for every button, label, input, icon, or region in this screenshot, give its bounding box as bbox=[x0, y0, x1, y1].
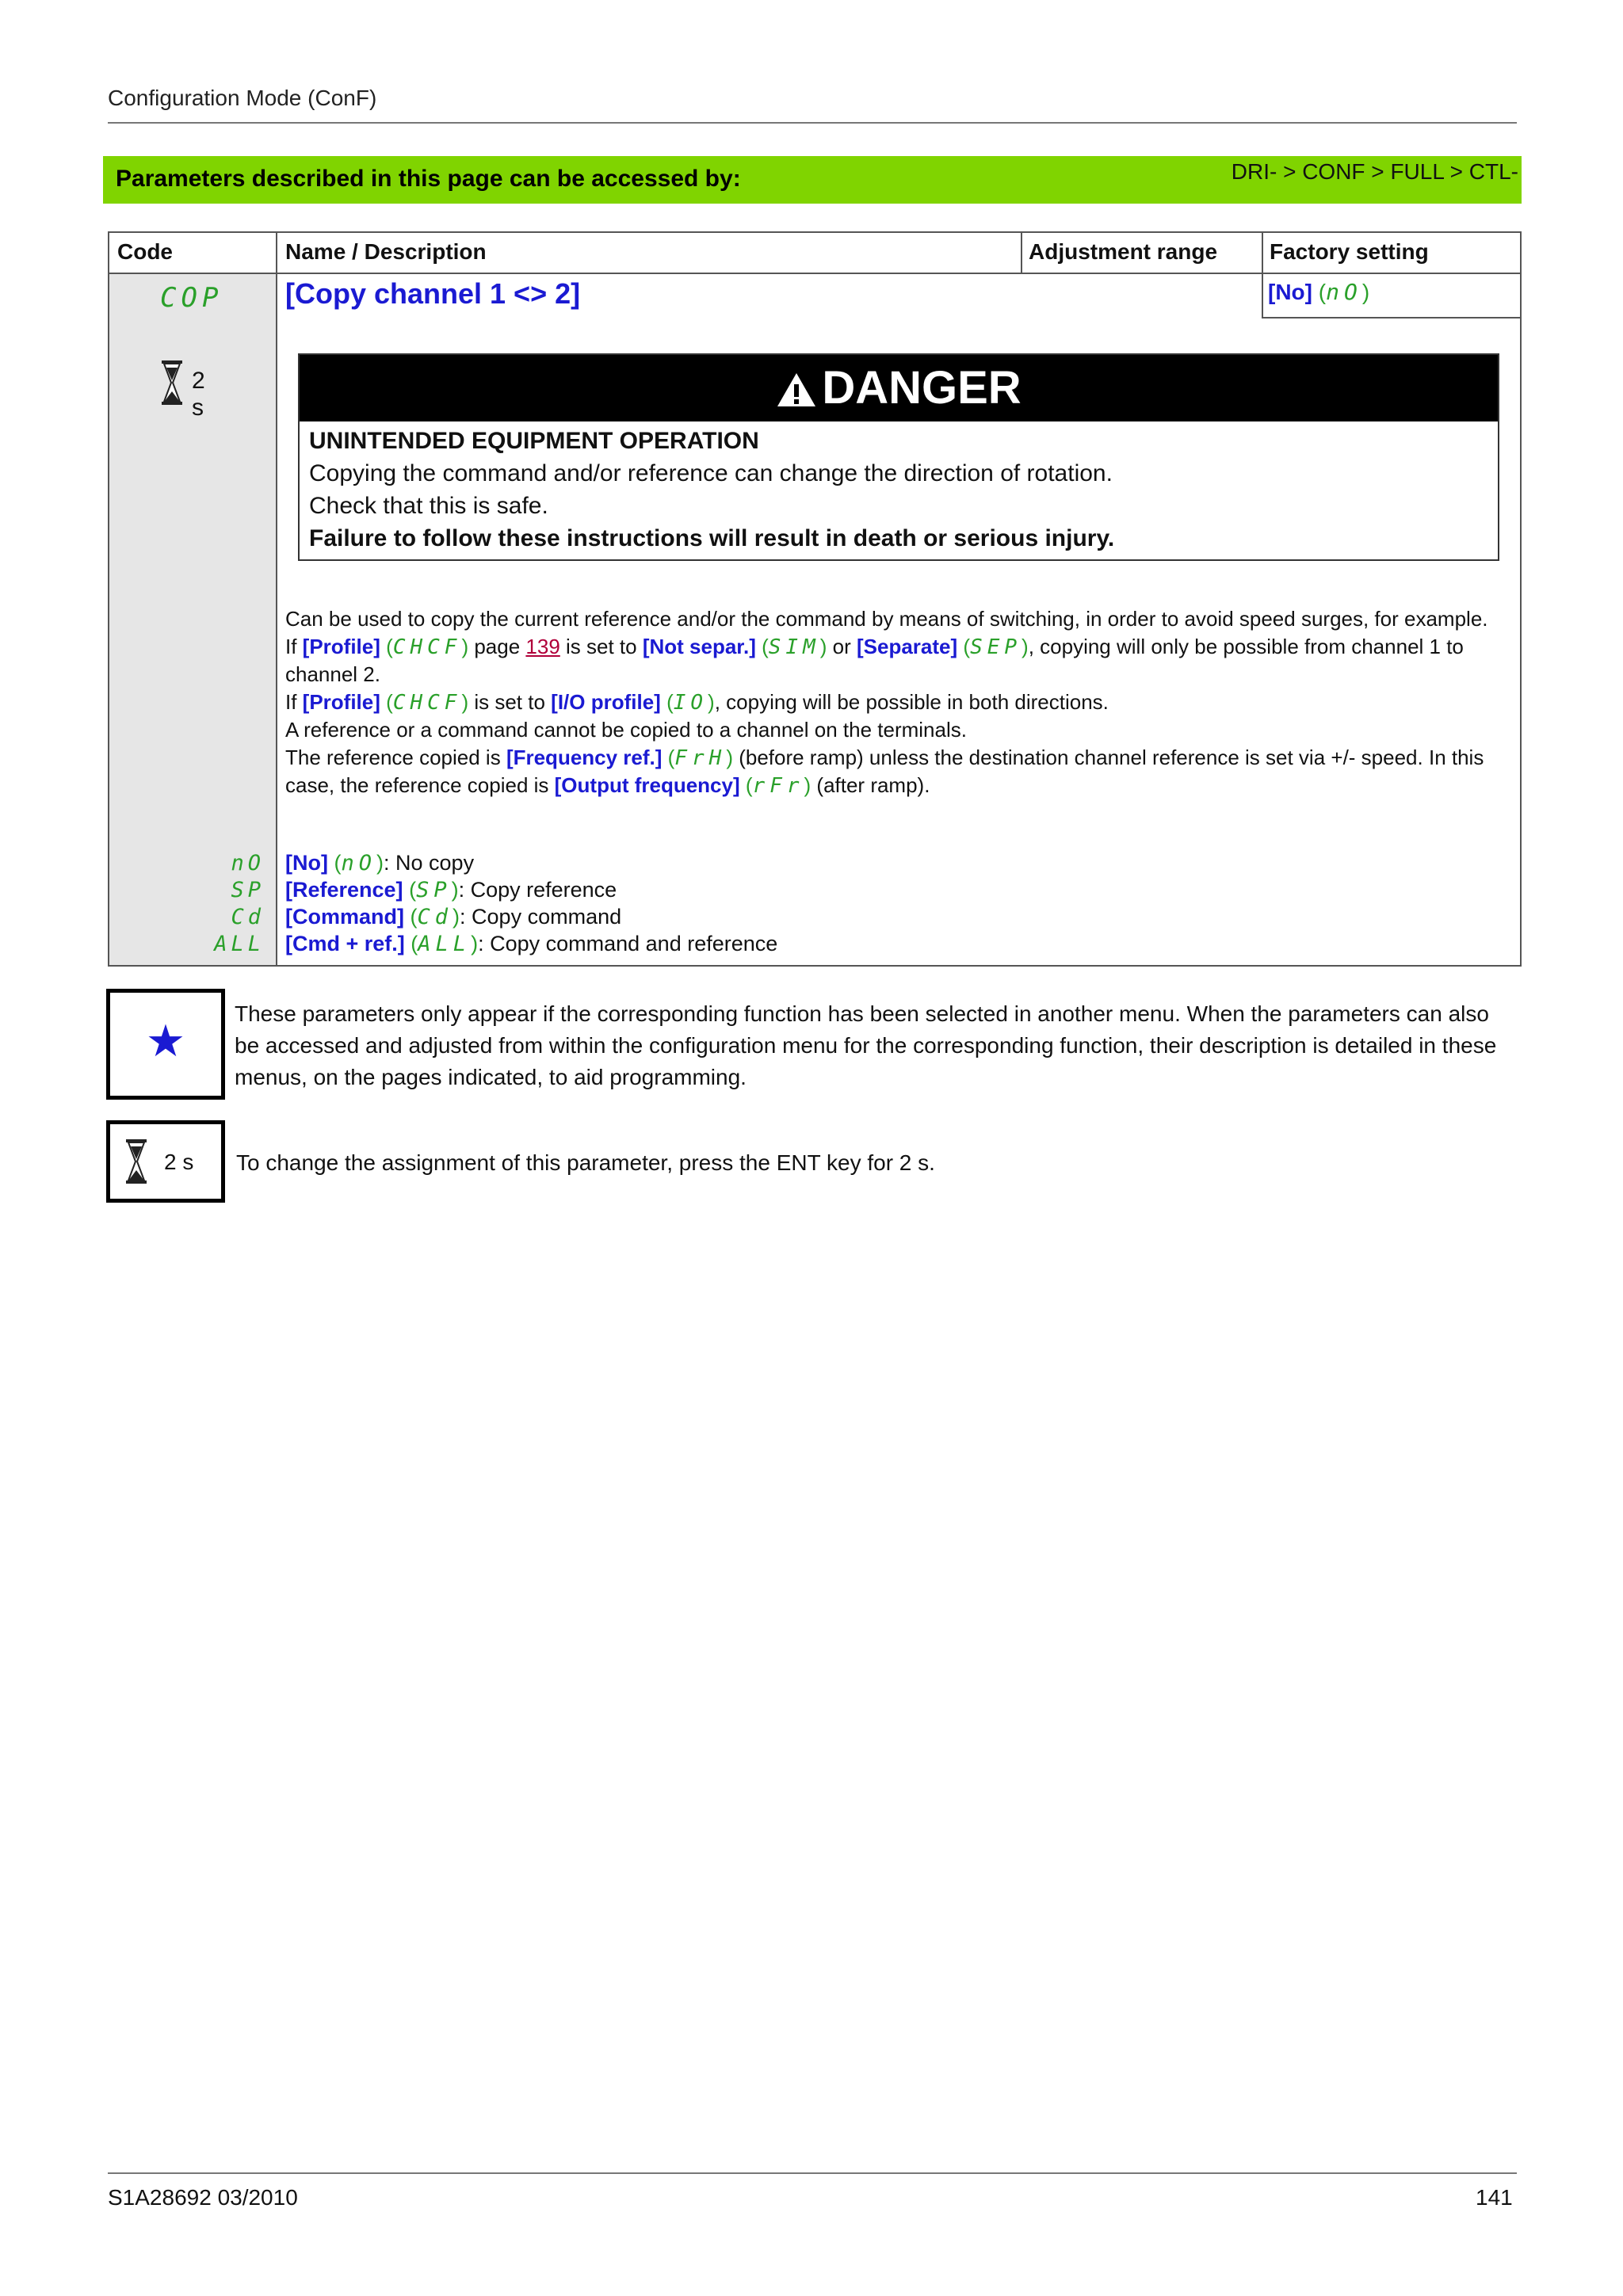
page-number: 141 bbox=[1476, 2185, 1513, 2210]
text-fragment: , copying will be possible in both directions. bbox=[714, 689, 1109, 714]
option-row bbox=[285, 878, 617, 902]
code-wrap: (rFr) bbox=[745, 773, 812, 798]
parameter-code: COP bbox=[160, 282, 223, 314]
column-divider bbox=[1021, 233, 1022, 274]
header-name: Name / Description bbox=[285, 239, 487, 264]
option-row bbox=[285, 851, 474, 875]
timer-note-text: To change the assignment of this parameter, press the ENT key for 2 s. bbox=[236, 1150, 935, 1175]
text-fragment: (after ramp). bbox=[811, 773, 930, 797]
access-path: DRI- > CONF > FULL > CTL- bbox=[1231, 159, 1518, 184]
text-fragment: If bbox=[285, 689, 303, 714]
io-profile-ref: [I/O profile] bbox=[551, 689, 661, 714]
code-wrap: (FrH) bbox=[667, 745, 733, 770]
text-fragment: is set to bbox=[559, 634, 643, 658]
separate-code: SEP bbox=[970, 635, 1022, 659]
code-wrap: (SIM) bbox=[762, 634, 827, 659]
not-separ-ref: [Not separ.] bbox=[642, 634, 756, 658]
text-fragment: page bbox=[468, 634, 526, 658]
io-profile-code: IO bbox=[673, 690, 708, 715]
danger-header bbox=[300, 355, 1498, 421]
access-bar bbox=[103, 156, 1522, 204]
not-separ-code: SIM bbox=[768, 635, 820, 659]
warning-triangle-icon bbox=[776, 372, 817, 408]
factory-setting-code-wrap: (nO) bbox=[1318, 279, 1370, 305]
description-paragraph bbox=[285, 688, 1515, 717]
star-note-text: These parameters only appear if the corresponding function has been selected in another menu. When the parameters can also be accessed and adjusted from within the configuration menu for the corresponding function, their description is detailed in these menus, on the pages indicated, to aid programming. bbox=[235, 1001, 1497, 1089]
code-wrap: (CHCF) bbox=[386, 689, 469, 715]
header-rule bbox=[108, 122, 1517, 124]
factory-setting-name: [No] bbox=[1268, 280, 1312, 304]
code-wrap: (CHCF) bbox=[386, 634, 469, 659]
option-code: Cd bbox=[231, 905, 265, 929]
factory-setting-cell bbox=[1262, 274, 1520, 318]
option-description: : Copy command and reference bbox=[478, 932, 778, 955]
factory-setting-value bbox=[1268, 279, 1369, 305]
option-name: [No] bbox=[285, 851, 328, 875]
danger-box bbox=[298, 353, 1499, 561]
output-frequency-ref: [Output frequency] bbox=[554, 773, 740, 797]
text-fragment: If bbox=[285, 634, 303, 658]
text-fragment: The reference copied is bbox=[285, 745, 506, 769]
page-link[interactable]: 139 bbox=[525, 634, 560, 658]
option-description: : Copy reference bbox=[458, 878, 617, 902]
text-fragment: is set to bbox=[468, 689, 552, 714]
separate-ref: [Separate] bbox=[857, 634, 958, 658]
profile-code: CHCF bbox=[392, 635, 462, 659]
danger-line-3: Check that this is safe. bbox=[309, 493, 548, 519]
hourglass-icon bbox=[124, 1138, 148, 1184]
code-wrap: (nO) bbox=[334, 851, 384, 875]
option-code: SP bbox=[231, 878, 265, 902]
option-name: [Cmd + ref.] bbox=[285, 932, 405, 955]
description-paragraph: Can be used to copy the current reference and/or the command by means of switching, in order to avoid speed surges, for example. bbox=[285, 607, 1488, 631]
timer-label: 2 s bbox=[192, 368, 205, 421]
option-description: : No copy bbox=[384, 851, 475, 875]
danger-line-4: Failure to follow these instructions will result in death or serious injury. bbox=[309, 525, 1115, 551]
star-note-box bbox=[106, 989, 225, 1100]
option-code: ALL bbox=[214, 932, 265, 956]
option-inline-code: ALL bbox=[418, 932, 472, 956]
frequency-ref: [Frequency ref.] bbox=[506, 745, 663, 769]
factory-setting-code: nO bbox=[1326, 279, 1362, 305]
profile-code: CHCF bbox=[392, 690, 462, 715]
column-divider bbox=[276, 233, 277, 965]
option-description: : Copy command bbox=[460, 905, 622, 929]
danger-title: DANGER bbox=[822, 362, 1022, 414]
document-reference: S1A28692 03/2010 bbox=[108, 2185, 298, 2210]
header-range: Adjustment range bbox=[1029, 239, 1218, 264]
danger-line-2: Copying the command and/or reference can change the direction of rotation. bbox=[309, 460, 1113, 486]
text-fragment: (before ramp) unless the destination channel reference is set via +/- speed. In this case, the reference copied is bbox=[285, 745, 1484, 797]
option-code: nO bbox=[231, 851, 265, 875]
parameter-name: [Copy channel 1 <> 2] bbox=[285, 277, 581, 310]
running-header: Configuration Mode (ConF) bbox=[108, 86, 377, 110]
timer-note-label: 2 s bbox=[164, 1150, 194, 1174]
code-wrap: (IO) bbox=[666, 689, 715, 715]
option-name: [Reference] bbox=[285, 878, 403, 902]
code-wrap: (Cd) bbox=[410, 905, 460, 929]
option-inline-code: SP bbox=[416, 878, 452, 902]
header-code: Code bbox=[117, 239, 173, 264]
header-factory: Factory setting bbox=[1270, 239, 1429, 264]
option-inline-code: Cd bbox=[417, 905, 453, 929]
text-fragment: , copying will only be possible from channel 1 to channel 2. bbox=[285, 634, 1464, 686]
description-paragraph bbox=[285, 633, 1515, 688]
star-icon: ★ bbox=[145, 1016, 186, 1066]
option-inline-code: nO bbox=[341, 851, 377, 875]
hourglass-icon bbox=[160, 360, 184, 406]
parameter-table bbox=[108, 231, 1522, 967]
footer-rule bbox=[108, 2172, 1517, 2174]
code-wrap: (SP) bbox=[409, 878, 459, 902]
timer-indicator bbox=[160, 360, 205, 421]
frequency-ref-code: FrH bbox=[674, 746, 727, 770]
code-wrap: (ALL) bbox=[411, 932, 479, 956]
code-wrap: (SEP) bbox=[963, 634, 1029, 659]
option-row bbox=[285, 932, 777, 956]
profile-ref: [Profile] bbox=[302, 634, 380, 658]
text-fragment: or bbox=[827, 634, 857, 658]
profile-ref: [Profile] bbox=[302, 689, 380, 714]
output-frequency-code: rFr bbox=[752, 774, 804, 798]
option-row bbox=[285, 905, 621, 929]
option-name: [Command] bbox=[285, 905, 404, 929]
access-bar-title: Parameters described in this page can be accessed by: bbox=[116, 166, 741, 192]
danger-title-row bbox=[300, 361, 1498, 414]
timer-note-box bbox=[106, 1120, 225, 1203]
description-paragraph: A reference or a command cannot be copied to a channel on the terminals. bbox=[285, 718, 967, 742]
danger-line-1: UNINTENDED EQUIPMENT OPERATION bbox=[309, 428, 759, 454]
description-paragraph bbox=[285, 744, 1515, 800]
parameter-description bbox=[285, 605, 1515, 800]
